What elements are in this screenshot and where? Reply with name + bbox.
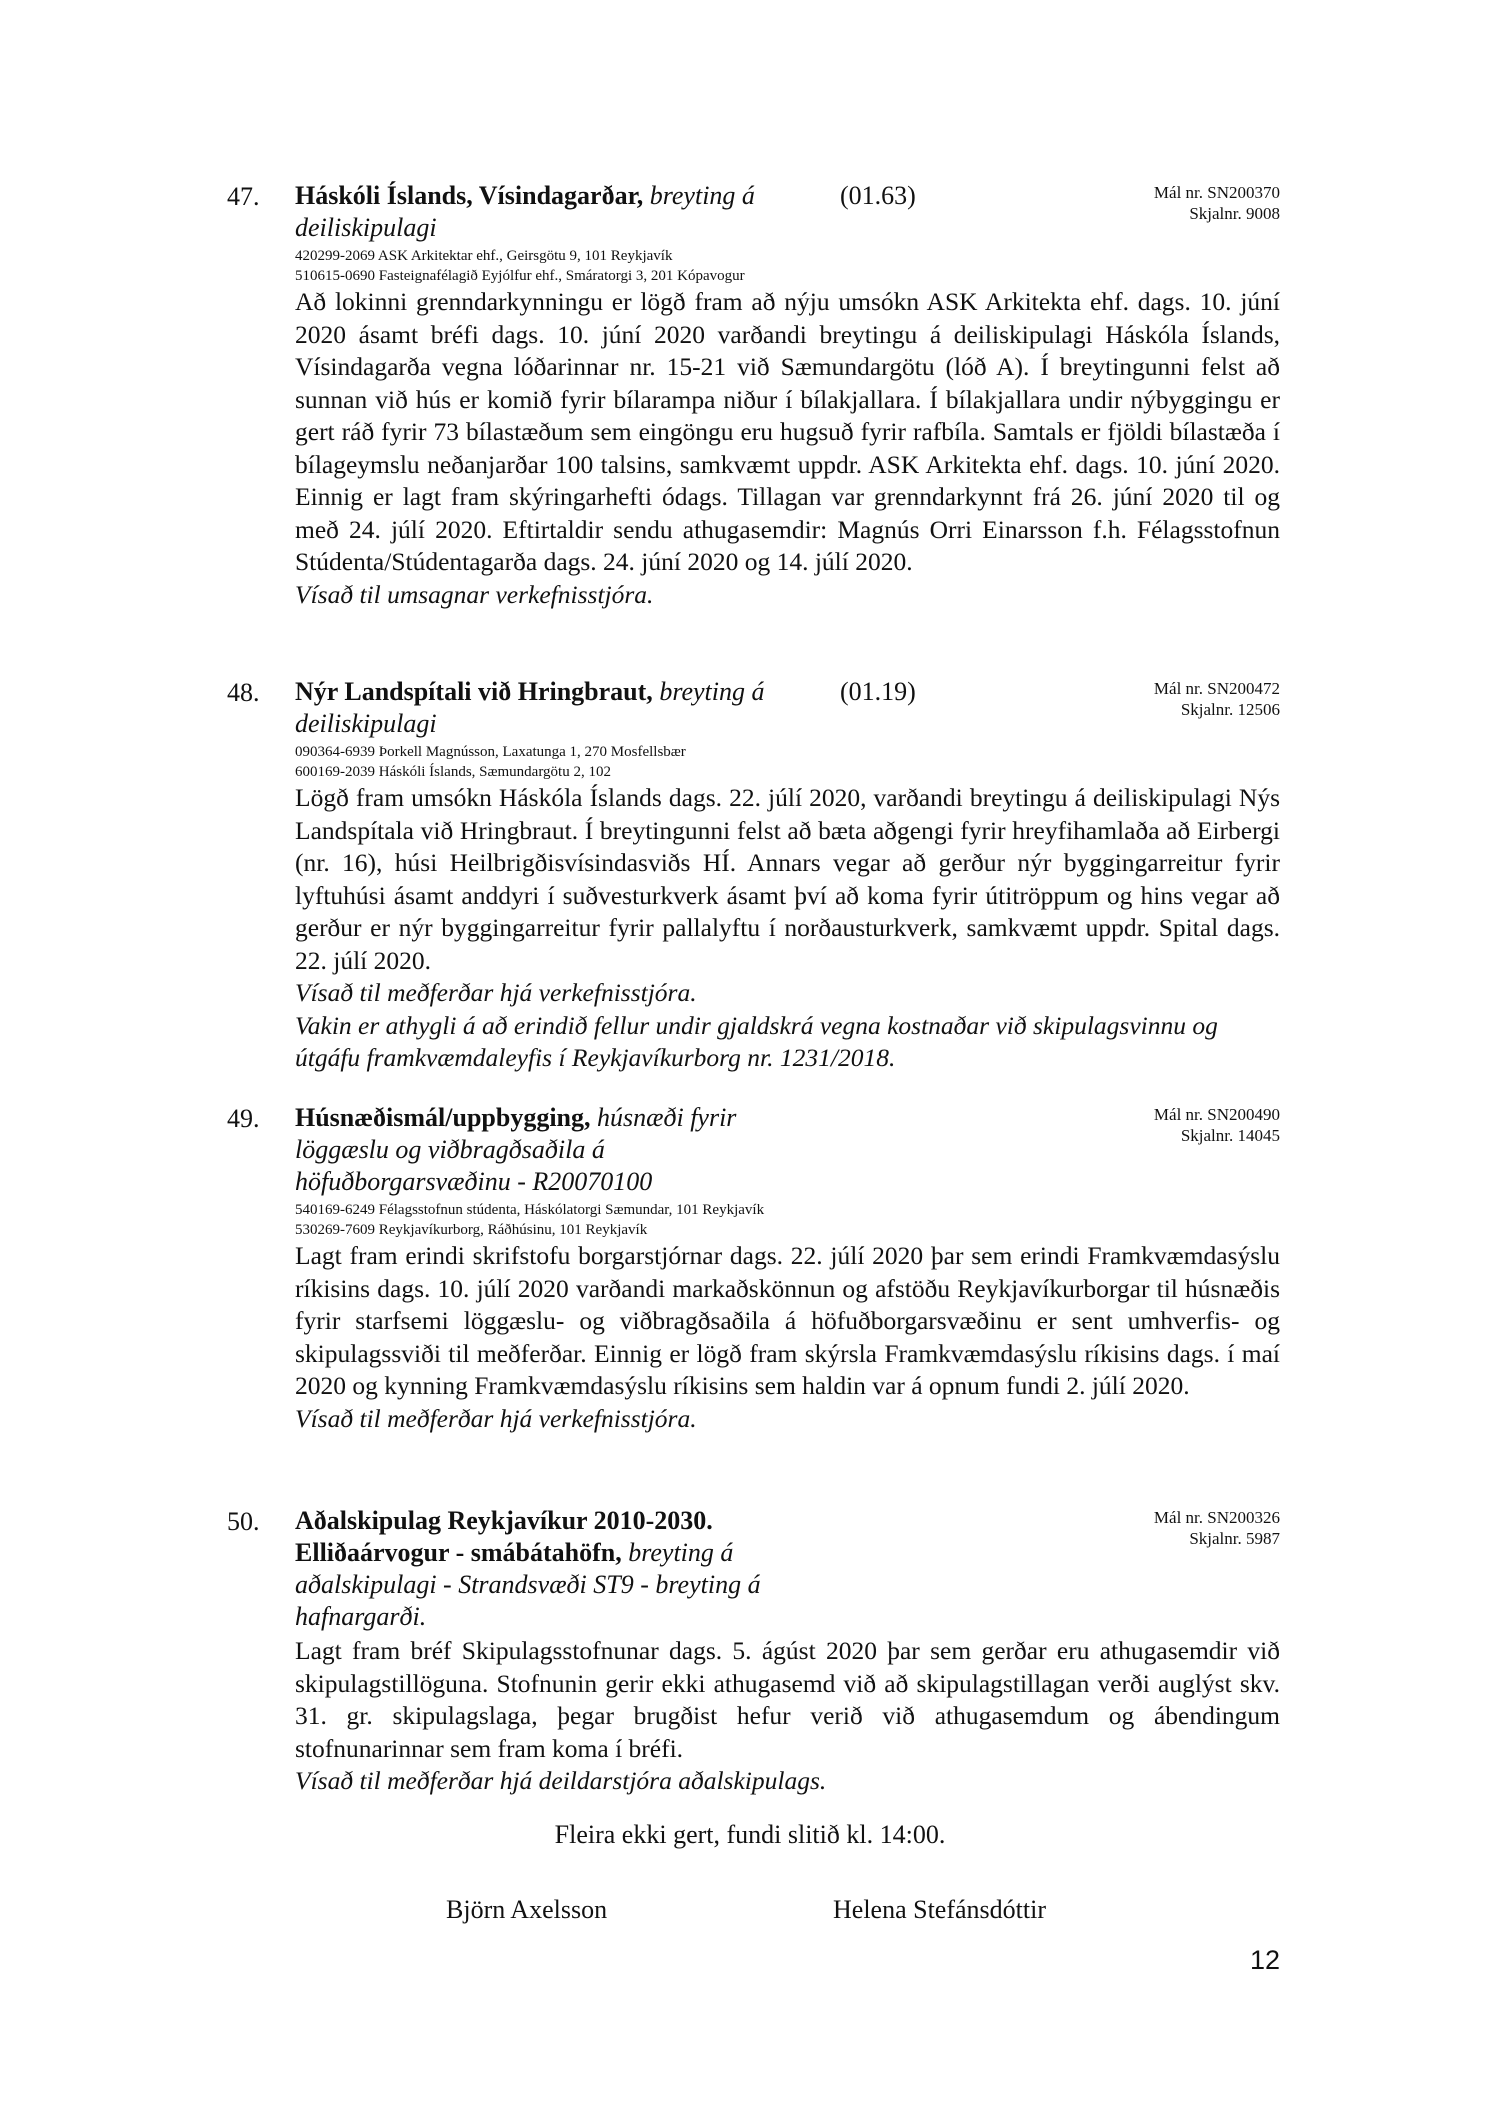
title-bold: Háskóli Íslands, Vísindagarðar, [295, 181, 644, 210]
signature-1: Björn Axelsson [446, 1895, 608, 1924]
applicant: 600169-2039 Háskóli Íslands, Sæmundargötu 2, 102 [295, 764, 611, 780]
item-number: 48. [227, 678, 260, 707]
item-number: 49. [227, 1104, 260, 1133]
skjal-number: Skjalnr. 9008 [1189, 204, 1280, 223]
skjal-number: Skjalnr. 5987 [1189, 1529, 1280, 1548]
item-decision: Vísað til meðferðar hjá deildarstjóra aðalskipulags. [295, 1766, 827, 1795]
item-title [295, 180, 805, 244]
item-title [295, 1505, 795, 1633]
title-italic: breyting á deiliskipulagi [295, 181, 755, 242]
skjal-number: Skjalnr. 14045 [1180, 1126, 1280, 1145]
applicant: 420299-2069 ASK Arkitektar ehf., Geirsgötu 9, 101 Reykjavík [295, 248, 673, 264]
title-bold: Húsnæðismál/uppbygging, [295, 1103, 591, 1132]
applicants [295, 1200, 1280, 1240]
item-number: 47. [227, 182, 260, 211]
applicants [295, 246, 1280, 286]
item-body: Lagt fram bréf Skipulagsstofnunar dags. 5. ágúst 2020 þar sem gerðar eru athugasemdir við skipulagstillöguna. Stofnunin gerir ekki athugasemd við að skipulagstillagan verði auglýst skv. 31. gr. skipulagslaga, þegar brugðist hefur verið við athugasemdum og ábendingum stofnunarinnar sem fram koma í bréfi. [295, 1636, 1280, 1763]
item-decision: Vísað til meðferðar hjá verkefnisstjóra. [295, 978, 697, 1007]
title-italic: breyting á aðalskipulagi - Strandsvæði ST9 - breyting á hafnargarði. [295, 1538, 761, 1631]
item-title [295, 676, 805, 740]
item-content [295, 1505, 1280, 1798]
item-decision: Vísað til umsagnar verkefnisstjóra. [295, 579, 654, 609]
title-italic: húsnæði fyrir löggæslu og viðbragðsaðila á höfuðborgarsvæðinu - R20070100 [295, 1103, 737, 1196]
mal-number: Mál nr. SN200472 [1153, 679, 1280, 698]
applicant: 530269-7609 Reykjavíkurborg, Ráðhúsinu, 101 Reykjavík [295, 1222, 648, 1238]
title-bold: Nýr Landspítali við Hringbraut, [295, 677, 653, 706]
item-body: Lagt fram erindi skrifstofu borgarstjórnar dags. 22. júlí 2020 þar sem erindi Framkvæmdasýslu ríkisins dags. 10. júlí 2020 varðandi markaðskönnun og afstöðu Reykjavíkurborgar til húsnæðis fyrir starfsemi löggæslu- og viðbragðsaðila á höfuðborgarsvæðinu er sent umhverfis- og skipulagssviði til meðferðar. Einnig er lögð fram skýrsla Framkvæmdasýslu ríkisins dags. í maí 2020 og kynning Framkvæmdasýslu ríkisins sem haldin var á opnum fundi 2. júlí 2020. [295, 1241, 1280, 1400]
applicant: 510615-0690 Fasteignafélagið Eyjólfur ehf., Smáratorgi 3, 201 Kópavogur [295, 268, 745, 284]
applicant: 540169-6249 Félagsstofnun stúdenta, Háskólatorgi Sæmundar, 101 Reykjavík [295, 1202, 765, 1218]
item-content [295, 676, 1280, 1075]
area-code: (01.63) [840, 181, 916, 210]
signature-2: Helena Stefánsdóttir [833, 1895, 1046, 1924]
item-body: Að lokinni grenndarkynningu er lögð fram að nýju umsókn ASK Arkitekta ehf. dags. 10. júní 2020 ásamt bréfi dags. 10. júní 2020 varðandi breytingu á deiliskipulagi Háskóla Íslands, Vísindagarða vegna lóðarinnar nr. 15-21 við Sæmundargötu (lóð A). Í breytingunni felst að sunnan við hús er komið fyrir bílarampa niður í bílakjallara. Í bílakjallara undir nýbyggingu er gert ráð fyrir 73 bílastæðum sem eingöngu eru hugsuð fyrir rafbíla. Samtals er fjöldi bílastæða í bílageymslu neðanjarðar 100 talsins, samkvæmt uppdr. ASK Arkitekta ehf. dags. 10. júní 2020. Einnig er lagt fram skýringarhefti ódags. Tillagan var grenndarkynnt frá 26. júní 2020 til og með 24. júlí 2020. Eftirtaldir sendu athugasemdir: Magnús Orri Einarsson f.h. Félagsstofnun Stúdenta/Stúdentagarða dags. 24. júní 2020 og 14. júlí 2020. [295, 287, 1280, 576]
mal-number: Mál nr. SN200370 [1153, 183, 1280, 202]
applicant: 090364-6939 Þorkell Magnússon, Laxatunga 1, 270 Mosfellsbær [295, 744, 686, 760]
item-note: Vakin er athygli á að erindið fellur undir gjaldskrá vegna kostnaðar við skipulagsvinnu og útgáfu framkvæmdaleyfis í Reykjavíkurborg nr. 1231/2018. [295, 1010, 1218, 1072]
title-bold: Aðalskipulag Reykjavíkur 2010-2030. Elliðaárvogur - smábátahöfn, [295, 1506, 713, 1567]
item-decision: Vísað til meðferðar hjá verkefnisstjóra. [295, 1403, 697, 1433]
item-content [295, 1102, 1280, 1435]
mal-number: Mál nr. SN200326 [1153, 1508, 1280, 1527]
item-title [295, 1102, 795, 1198]
item-content [295, 180, 1280, 611]
applicants [295, 742, 1280, 782]
mal-number: Mál nr. SN200490 [1153, 1105, 1280, 1124]
closing-statement: Fleira ekki gert, fundi slitið kl. 14:00. [554, 1820, 946, 1849]
item-number: 50. [227, 1507, 260, 1536]
title-italic: breyting á deiliskipulagi [295, 677, 765, 738]
skjal-number: Skjalnr. 12506 [1180, 700, 1280, 719]
page-number: 12 [1249, 1945, 1280, 1975]
area-code: (01.19) [840, 677, 916, 706]
item-body: Lögð fram umsókn Háskóla Íslands dags. 22. júlí 2020, varðandi breytingu á deiliskipulagi Nýs Landspítala við Hringbraut. Í breytingunni felst að bæta aðgengi fyrir hreyfihamlaða að Eirbergi (nr. 16), húsi Heilbrigðisvísindasviðs HÍ. Annars vegar að gerður nýr byggingarreitur fyrir lyftuhúsi ásamt anddyri í suðvesturkverk ásamt því að koma fyrir útitröppum og hins vegar að gerður er nýr byggingarreitur fyrir pallalyftu í norðausturkverk, samkvæmt uppdr. Spital dags. 22. júlí 2020. [295, 783, 1280, 975]
